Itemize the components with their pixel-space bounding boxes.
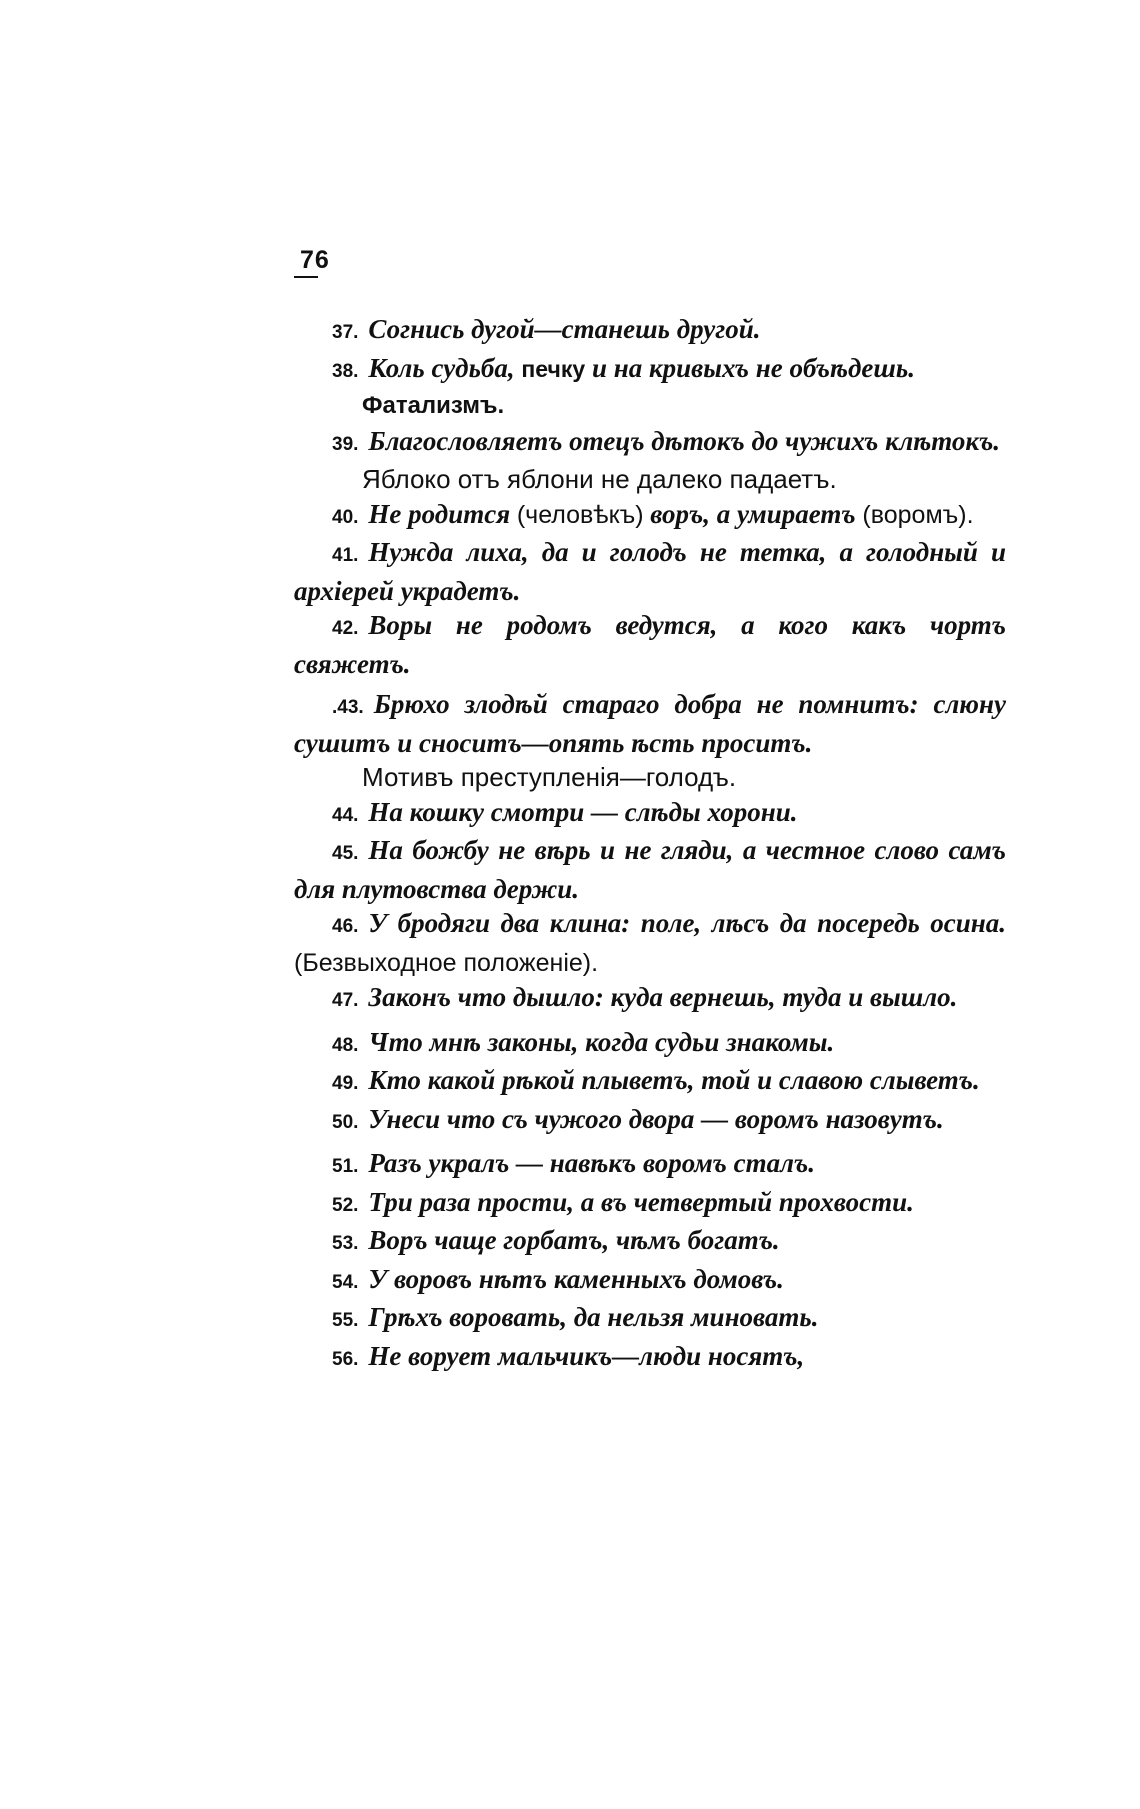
proverb-number: 50. (332, 1111, 359, 1133)
proverb-number: 48. (332, 1034, 359, 1056)
proverb-number: 52. (332, 1194, 359, 1216)
proverb-number: 41. (332, 545, 359, 566)
proverb-gloss: (Безвыходное положеніе). (294, 948, 599, 977)
proverb-number: 45. (332, 843, 359, 864)
proverb-45 (294, 833, 1006, 906)
section-note-apple: Яблоко отъ яблони не далеко падаетъ. (362, 464, 837, 494)
proverb-43 (294, 687, 1006, 760)
proverb-37 (294, 312, 1006, 351)
proverb-51 (294, 1146, 1006, 1185)
section-note-hunger: Мотивъ преступленія—голодъ. (362, 762, 737, 792)
proverb-text: Благословляетъ отецъ дѣтокъ до чужихъ клѣтокъ. (368, 425, 1001, 456)
proverb-text: и на кривыхъ не объѣдешь. (591, 352, 915, 383)
page-number: 76 (300, 246, 330, 274)
proverb-number: 37. (332, 322, 359, 343)
proverb-text: У воровъ нѣтъ каменныхъ домовъ. (368, 1263, 784, 1294)
proverb-number: 40. (332, 506, 359, 528)
proverb-44 (294, 795, 1006, 834)
proverb-number: 49. (332, 1073, 359, 1094)
proverb-number: 44. (332, 804, 359, 826)
proverb-number: 53. (332, 1233, 359, 1254)
page-number-rule (294, 276, 318, 278)
proverb-text: Грѣхъ воровать, да нельзя миновать. (368, 1302, 819, 1332)
proverb-number: 47. (332, 990, 359, 1011)
section-note-fatalism: Фатализмъ. (362, 392, 505, 419)
proverb-40 (294, 497, 1006, 536)
proverb-number: .43. (332, 697, 364, 718)
proverb-text: Не ворует мальчикъ—люди носятъ, (368, 1340, 805, 1371)
proverb-42 (294, 608, 1006, 681)
page-body (294, 312, 1006, 1377)
proverb-50 (294, 1102, 1006, 1141)
proverb-text-upright: печку (521, 355, 586, 382)
proverb-39 (294, 424, 1006, 463)
proverb-46 (294, 906, 1006, 980)
proverb-number: 56. (332, 1348, 359, 1370)
proverb-54 (294, 1262, 1006, 1301)
proverb-text: Три раза прости, а въ четвертый прохвости. (368, 1186, 914, 1217)
proverb-number: 46. (332, 916, 359, 937)
proverb-text: Нужда лиха, да и голодъ не тетка, а голодный и архіерей украдетъ. (294, 537, 1006, 606)
proverb-38 (294, 351, 1006, 390)
proverb-number: 38. (332, 360, 359, 382)
proverb-text: воръ, а умираетъ (650, 498, 856, 529)
proverb-text: На божбу не вѣрь и не гляди, а честное слово самъ для плутовства держи. (294, 835, 1006, 904)
proverb-text: Воръ чаще горбатъ, чѣмъ богатъ. (368, 1225, 780, 1255)
proverb-gloss: (человѣкъ) (516, 500, 644, 529)
proverb-text: Не родится (368, 498, 511, 529)
proverb-number: 42. (332, 618, 359, 639)
proverb-41 (294, 535, 1006, 608)
proverb-number: 55. (332, 1310, 359, 1331)
proverb-text: У бродяги два клина: поле, лѣсъ да посередь осина. (368, 908, 1006, 938)
proverb-text: Законъ что дышло: куда вернешь, туда и вышло. (368, 982, 958, 1012)
proverb-number: 39. (332, 433, 359, 455)
proverb-52 (294, 1185, 1006, 1224)
proverb-gloss: (воромъ). (862, 500, 974, 529)
proverb-text: Унеси что съ чужого двора — воромъ назовутъ. (368, 1103, 944, 1134)
proverb-text: Разъ укралъ — навѣкъ воромъ сталъ. (368, 1148, 815, 1178)
proverb-56 (294, 1339, 1006, 1378)
proverb-text: Кто какой рѣкой плыветъ, той и славою слыветъ. (368, 1065, 980, 1095)
proverb-text: Что мнѣ законы, когда судьи знакомы. (368, 1026, 835, 1057)
proverb-number: 51. (332, 1156, 359, 1177)
proverb-text: Коль судьба, (368, 352, 515, 383)
proverb-text: На кошку смотри — слѣды хорони. (368, 796, 798, 827)
proverb-48 (294, 1025, 1006, 1064)
proverb-text: Согнись дугой—станешь другой. (368, 314, 761, 344)
proverb-49 (294, 1063, 1006, 1102)
proverb-text: Брюхо злодѣй стараго добра не помнитъ: слюну сушитъ и сноситъ—опять ѣсть проситъ. (294, 689, 1006, 758)
proverb-53 (294, 1223, 1006, 1262)
proverb-number: 54. (332, 1271, 359, 1293)
proverb-47 (294, 980, 1006, 1019)
proverb-55 (294, 1300, 1006, 1339)
proverb-text: Воры не родомъ ведутся, а кого какъ чортъ свяжетъ. (294, 610, 1006, 679)
